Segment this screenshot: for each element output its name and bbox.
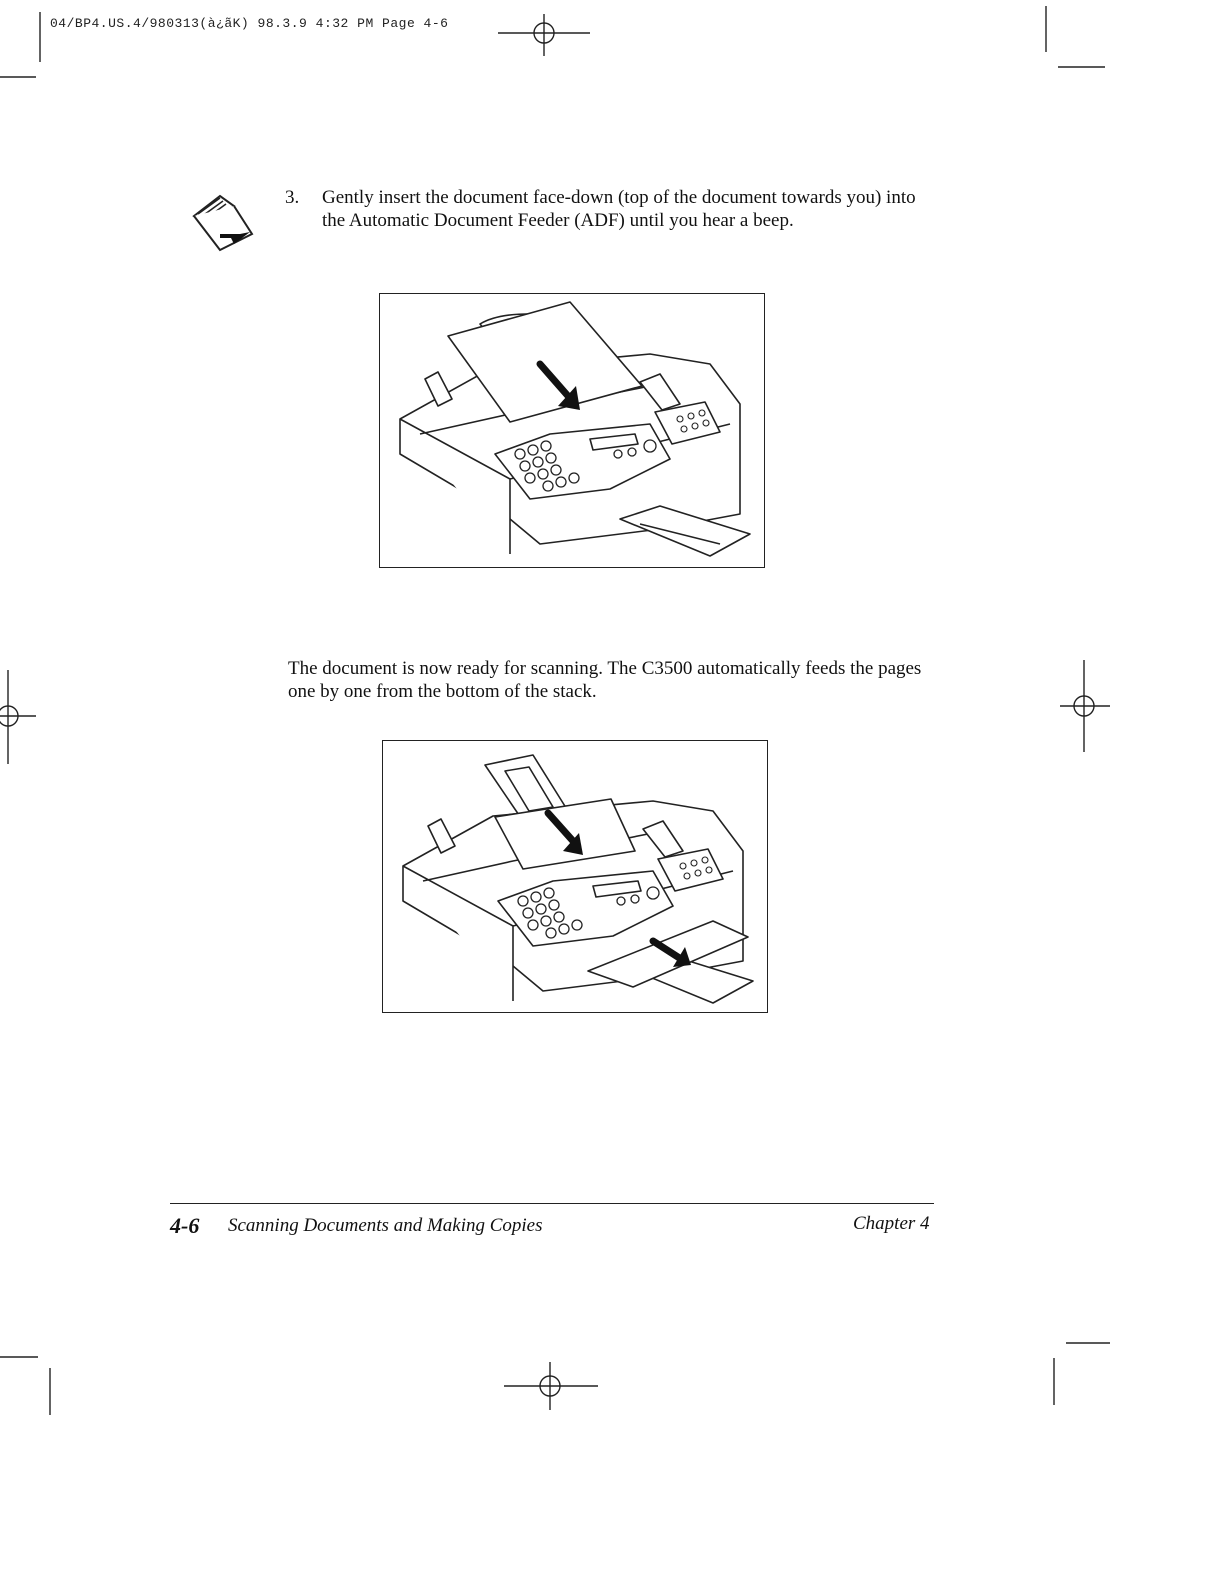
- page-number: 4-6: [170, 1213, 200, 1238]
- figure-feeding-document: [382, 740, 768, 1013]
- document-insert-icon: [190, 192, 256, 256]
- print-slug: 04/BP4.US.4/980313(à¿ãK) 98.3.9 4:32 PM Page 4-6: [50, 16, 449, 31]
- chapter-label: Chapter 4: [853, 1213, 930, 1234]
- step-number: 3.: [285, 187, 300, 208]
- footer-rule: [170, 1203, 934, 1204]
- printer-insert-document-illustration: [380, 294, 764, 567]
- running-title: Scanning Documents and Making Copies: [228, 1215, 543, 1236]
- figure-insert-document: [379, 293, 765, 568]
- body-paragraph: The document is now ready for scanning. The C3500 automatically feeds the pages one by one from the bottom of the stack.: [288, 658, 922, 702]
- step-text: Gently insert the document face-down (top of the document towards you) into the Automatic Document Feeder (ADF) until you hear a beep.: [322, 187, 916, 231]
- printer-feeding-document-illustration: [383, 741, 767, 1012]
